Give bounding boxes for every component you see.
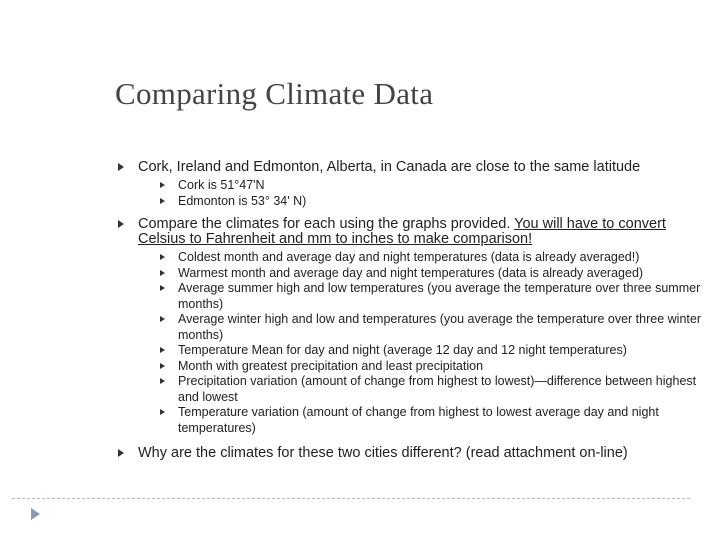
sub-bullet [138,374,708,405]
sub-bullet-text: Edmonton is 53° 34' N) [178,193,307,208]
bullet-underlined-text: You will have to convert Celsius to Fahrenheit and mm to inches to make comparison! [138,216,666,247]
sub-bullet [138,343,708,359]
bullet-text: Why are the climates for these two cities different? (read attachment on-line) [138,445,628,461]
triangle-bullet-icon [160,409,165,415]
sub-bullet-text: Month with greatest precipitation and least precipitation [178,358,484,373]
triangle-bullet-icon [160,198,165,204]
bullet-compare [118,217,708,436]
bullet-why [118,446,708,461]
bullet-latitude [118,160,708,209]
triangle-bullet-icon [118,163,124,171]
bullet-text: Compare the climates for each using the graphs provided. [138,216,515,232]
sub-bullet [138,178,708,194]
triangle-bullet-icon [160,254,165,260]
sub-bullet-text: Coldest month and average day and night temperatures (data is already averaged!) [178,250,640,264]
sub-bullet-text: Temperature Mean for day and night (average 12 day and 12 night temperatures) [178,343,627,357]
triangle-bullet-icon [160,347,165,353]
sub-bullet-text: Temperature variation (amount of change from highest to lowest average day and night temperatures) [178,405,659,435]
sub-bullet [138,250,708,266]
sub-bullet [138,281,708,312]
triangle-bullet-icon [160,378,165,384]
sub-bullet-text: Warmest month and average day and night temperatures (data is already averaged) [178,265,644,280]
triangle-bullet-icon [118,449,124,457]
triangle-bullet-icon [160,270,165,276]
play-triangle-icon[interactable] [31,508,40,520]
triangle-bullet-icon [160,285,165,291]
sub-bullet-text: Cork is 51°47'N [178,178,265,192]
sub-bullet-text: Average winter high and low and temperatures (you average the temperature over three winter months) [178,312,701,342]
triangle-bullet-icon [118,220,124,228]
sub-bullet-list [138,250,708,436]
bullet-text: Cork, Ireland and Edmonton, Alberta, in Canada are close to the same latitude [138,159,641,175]
sub-bullet [138,359,708,375]
bullet-list [118,160,708,461]
triangle-bullet-icon [160,363,165,369]
slide-title: Comparing Climate Data [115,76,434,111]
sub-bullet [138,194,708,210]
triangle-bullet-icon [160,182,165,188]
footer-divider [12,498,690,499]
triangle-bullet-icon [160,316,165,322]
sub-bullet-list [138,178,708,209]
sub-bullet [138,405,708,436]
sub-bullet [138,266,708,282]
sub-bullet-text: Average summer high and low temperatures (you average the temperature over three summer months) [178,281,701,311]
slide-content [118,160,708,461]
sub-bullet-text: Precipitation variation (amount of change from highest to lowest)—difference between highest and lowest [178,374,697,404]
sub-bullet [138,312,708,343]
